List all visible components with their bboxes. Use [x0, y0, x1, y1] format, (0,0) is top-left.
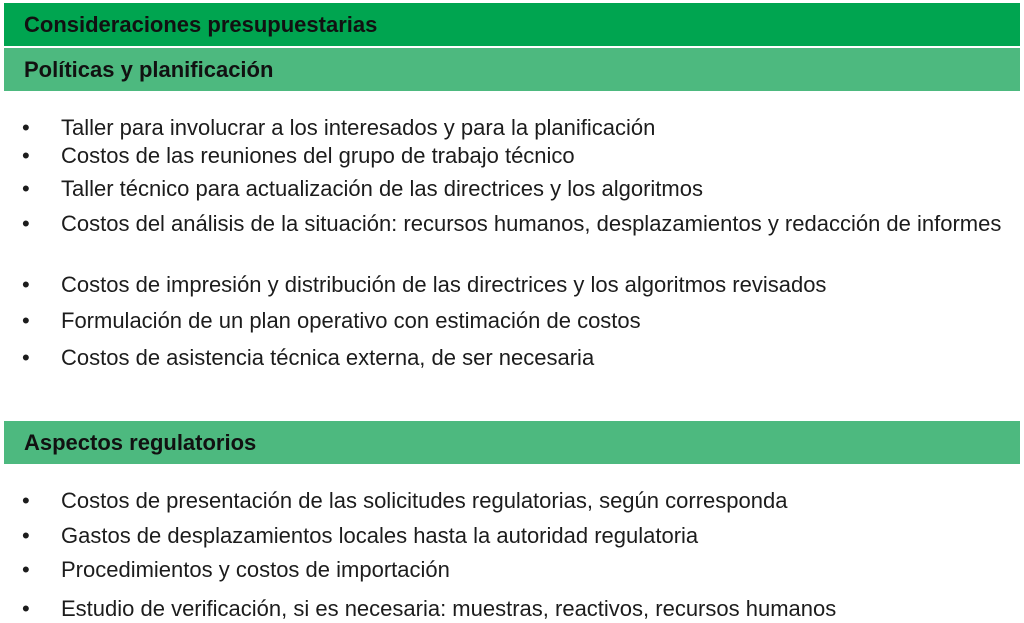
list-item-text: Procedimientos y costos de importación [61, 557, 450, 582]
bullet-icon: • [22, 211, 30, 236]
section-title: Aspectos regulatorios [24, 429, 257, 455]
list-item-text: Costos de las reuniones del grupo de trabajo técnico [61, 143, 575, 168]
bullet-icon: • [22, 308, 30, 333]
table-header-bar [4, 3, 1020, 46]
list-item-text: Gastos de desplazamientos locales hasta la autoridad regulatoria [61, 523, 699, 548]
bullet-icon: • [22, 596, 30, 621]
list-item-text: Formulación de un plan operativo con estimación de costos [61, 308, 641, 333]
list-item-text: Estudio de verificación, si es necesaria: muestras, reactivos, recursos humanos [61, 596, 837, 621]
list-item-text: Taller técnico para actualización de las directrices y los algoritmos [61, 176, 703, 201]
list-item-text: Costos del análisis de la situación: recursos humanos, desplazamientos y redacción de informes [61, 211, 1002, 236]
list-item-text: Costos de impresión y distribución de las directrices y los algoritmos revisados [61, 272, 827, 297]
section-header-aspectos [4, 421, 1020, 464]
list-item-text: Costos de asistencia técnica externa, de ser necesaria [61, 345, 595, 370]
bullet-icon: • [22, 115, 30, 140]
bullet-icon: • [22, 143, 30, 168]
bullet-icon: • [22, 557, 30, 582]
table-title: Consideraciones presupuestarias [24, 11, 378, 37]
section-header-politicas [4, 48, 1020, 91]
bullet-icon: • [22, 176, 30, 201]
section-title: Políticas y planificación [24, 56, 274, 82]
list-item-text: Costos de presentación de las solicitudes regulatorias, según corresponda [61, 488, 788, 513]
bullet-icon: • [22, 345, 30, 370]
bullet-icon: • [22, 488, 30, 513]
bullet-icon: • [22, 272, 30, 297]
list-item-text: Taller para involucrar a los interesados y para la planificación [61, 115, 656, 140]
bullet-icon: • [22, 523, 30, 548]
